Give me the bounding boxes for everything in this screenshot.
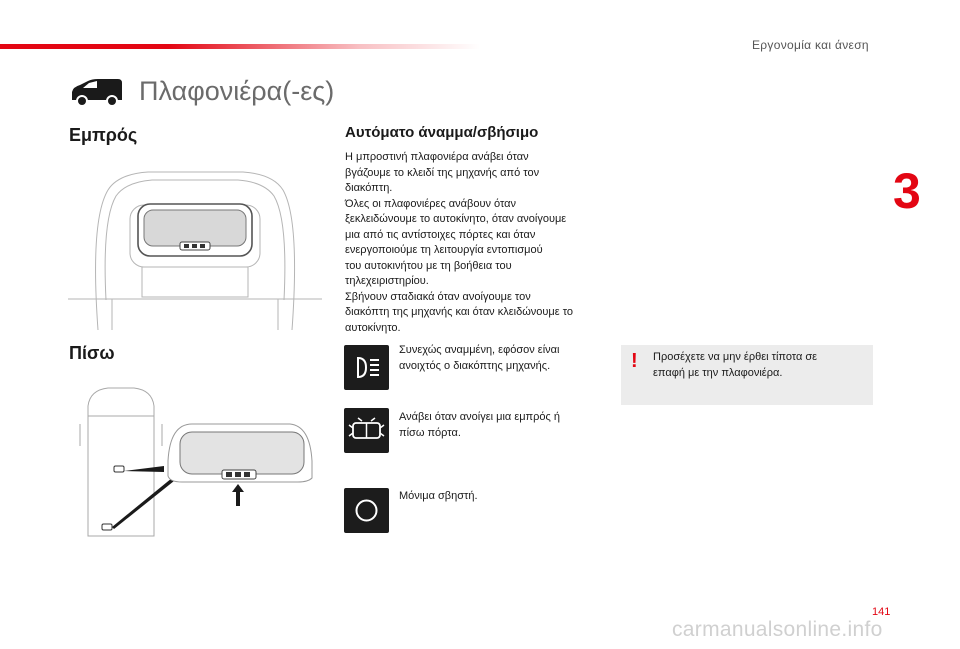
van-icon (68, 78, 124, 108)
auto-line: διακόπτη της μηχανής και όταν κλειδώνουμε το (345, 306, 574, 318)
auto-line: Η μπροστινή πλαφονιέρα ανάβει όταν (345, 151, 529, 163)
page-title: Πλαφονιέρα(-ες) (139, 76, 335, 106)
section-header: Εργονομία και άνεση (752, 38, 869, 52)
page-number: 141 (872, 606, 891, 618)
auto-line: Σβήνουν σταδιακά όταν ανοίγουμε τον (345, 290, 531, 303)
header-accent-bar (0, 44, 480, 49)
option-door (399, 410, 589, 441)
rear-heading: Πίσω (69, 343, 115, 363)
option-text: ανοιχτός ο διακόπτης μηχανής. (399, 359, 551, 372)
auto-line: ενεργοποιούμε τη λειτουργία εντοπισμού (345, 244, 543, 256)
auto-line: τηλεχειριστηρίου. (345, 275, 429, 287)
chapter-number: 3 (893, 163, 921, 219)
lamp-off-icon (344, 488, 389, 533)
lamp-on-icon (344, 345, 389, 390)
warning-line: επαφή με την πλαφονιέρα. (653, 366, 783, 379)
auto-line: ξεκλειδώνουμε το αυτοκίνητο, όταν ανοίγουμε (345, 213, 567, 225)
auto-description (345, 150, 607, 336)
auto-line: αυτοκίνητο. (345, 321, 401, 334)
door-lamp-icon (344, 408, 389, 453)
option-text: πίσω πόρτα. (399, 426, 461, 439)
auto-heading: Αυτόματο άναμμα/σβήσιμο (345, 124, 539, 141)
front-heading: Εμπρός (69, 125, 138, 145)
auto-line: Όλες οι πλαφονιέρες ανάβουν όταν (345, 197, 517, 210)
auto-line: μια από τις αντίστοιχες πόρτες και όταν (345, 228, 536, 241)
auto-line: βγάζουμε το κλειδί της μηχανής από τον (345, 166, 540, 179)
option-text: Ανάβει όταν ανοίγει μια εμπρός ή (399, 411, 560, 423)
rear-ceiling-lamp-illustration (68, 386, 322, 540)
front-ceiling-lamp-illustration (68, 160, 322, 330)
watermark: carmanualsonline.info (672, 618, 883, 641)
option-always-on (399, 343, 589, 374)
warning-line: Προσέχετε να μην έρθει τίποτα σε (653, 351, 818, 363)
auto-line: διακόπτη. (345, 182, 393, 194)
option-always-off (399, 489, 589, 505)
auto-line: του αυτοκινήτου με τη βοήθεια του (345, 259, 512, 272)
warning-text (653, 350, 863, 381)
warning-icon: ! (631, 350, 638, 372)
option-text: Μόνιμα σβηστή. (399, 490, 478, 502)
option-text: Συνεχώς αναμμένη, εφόσον είναι (399, 344, 560, 356)
